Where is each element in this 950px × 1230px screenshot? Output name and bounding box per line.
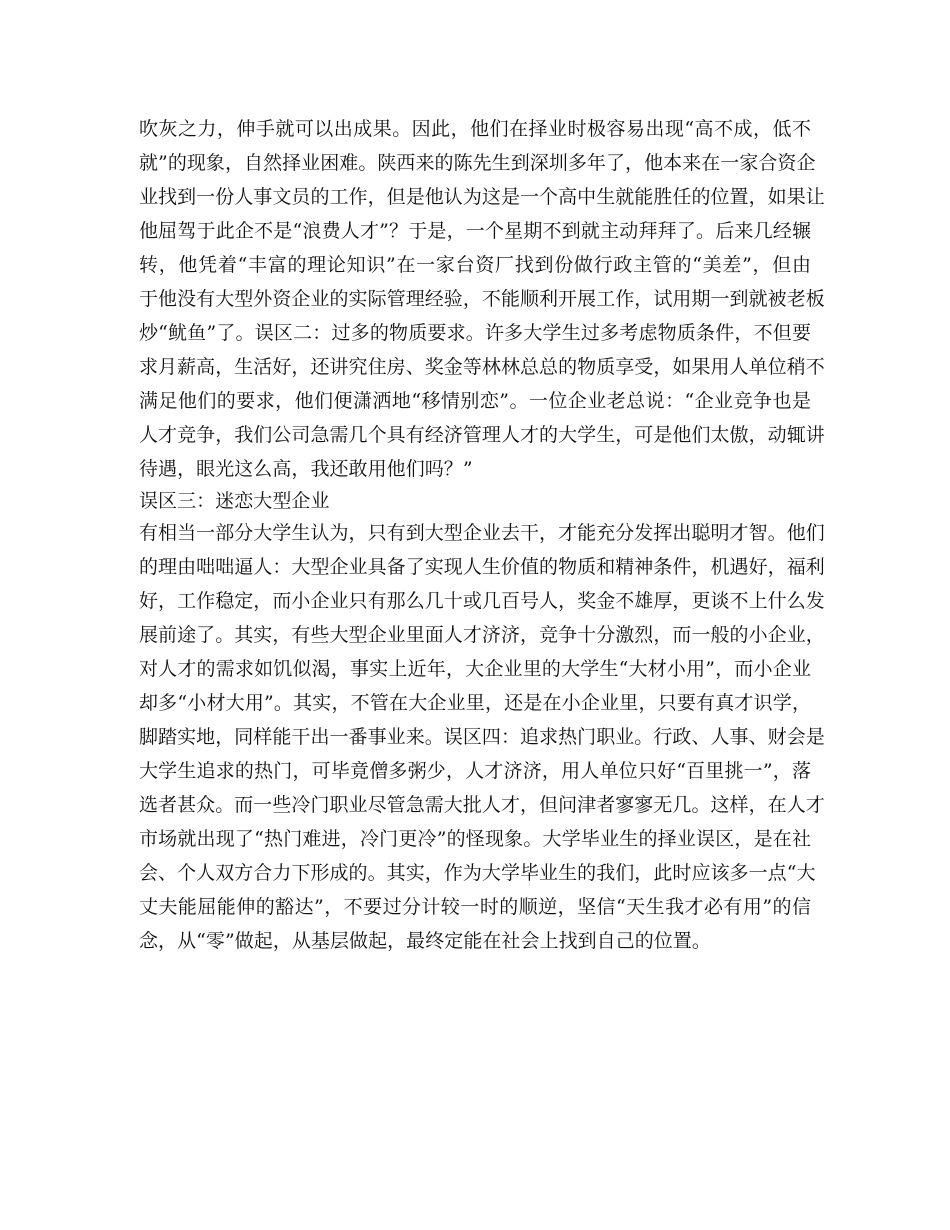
body-text-line: 业找到一份人事文员的工作，但是他认为这是一个高中生就能胜任的位置，如果让 (139, 186, 825, 208)
body-text-line: 人才竞争，我们公司急需几个具有经济管理人才的大学生，可是他们太傲，动辄讲 (139, 424, 825, 446)
body-text-line: 他屈驾于此企不是“浪费人才”？于是，一个星期不到就主动拜拜了。后来几经辗 (139, 220, 811, 242)
body-text-line: 的理由咄咄逼人：大型企业具备了实现人生价值的物质和精神条件，机遇好，福利 (139, 556, 825, 578)
body-text-line: 于他没有大型外资企业的实际管理经验，不能顺利开展工作，试用期一到就被老板 (139, 288, 825, 310)
body-text-line: 选者甚众。而一些冷门职业尽管急需大批人才，但问津者寥寥无几。这样，在人才 (139, 794, 825, 816)
body-text-line: 求月薪高，生活好，还讲究住房、奖金等林林总总的物质享受，如果用人单位稍不 (139, 356, 825, 378)
body-text-line: 有相当一部分大学生认为，只有到大型企业去干，才能充分发挥出聪明才智。他们 (139, 522, 825, 544)
body-text-line: 满足他们的要求，他们便潇洒地“移情别恋”。一位企业老总说：“企业竞争也是 (139, 390, 811, 412)
section-heading: 误区三：迷恋大型企业 (139, 490, 330, 512)
body-text-line: 会、个人双方合力下形成的。其实，作为大学毕业生的我们，此时应该多一点“大 (139, 862, 816, 884)
body-text-line: 就”的现象，自然择业困难。陕西来的陈先生到深圳多年了，他本来在一家合资企 (139, 152, 816, 174)
body-text-line: 待遇，眼光这么高，我还敢用他们吗？” (139, 458, 473, 480)
body-text-line: 转，他凭着“丰富的理论知识”在一家台资厂找到份做行政主管的“美差”，但由 (139, 254, 811, 276)
body-text-line: 却多“小材大用”。其实，不管在大企业里，还是在小企业里，只要有真才识学， (139, 692, 811, 714)
body-text-line: 市场就出现了“热门难进，冷门更冷”的怪现象。大学毕业生的择业误区，是在社 (139, 828, 811, 850)
body-text-line: 对人才的需求如饥似渴，事实上近年，大企业里的大学生“大材小用”，而小企业 (139, 658, 811, 680)
body-text-line: 吹灰之力，伸手就可以出成果。因此，他们在择业时极容易出现“高不成，低不 (139, 118, 811, 140)
body-text-line: 大学生追求的热门，可毕竟僧多粥少，人才济济，用人单位只好“百里挑一”，落 (139, 760, 811, 782)
body-text-line: 脚踏实地，同样能干出一番事业来。误区四：追求热门职业。行政、人事、财会是 (139, 726, 825, 748)
body-text-line: 展前途了。其实，有些大型企业里面人才济济，竞争十分激烈，而一般的小企业， (139, 624, 825, 646)
body-text-line: 炒“鱿鱼”了。误区二：过多的物质要求。许多大学生过多考虑物质条件，不但要 (139, 322, 811, 344)
body-text-line: 好，工作稳定，而小企业只有那么几十或几百号人，奖金不雄厚，更谈不上什么发 (139, 590, 825, 612)
body-text-line: 丈夫能屈能伸的豁达”，不要过分计较一时的顺逆，坚信“天生我才必有用”的信 (139, 896, 811, 918)
body-text-line: 念，从“零”做起，从基层做起，最终定能在社会上找到自己的位置。 (139, 930, 711, 952)
